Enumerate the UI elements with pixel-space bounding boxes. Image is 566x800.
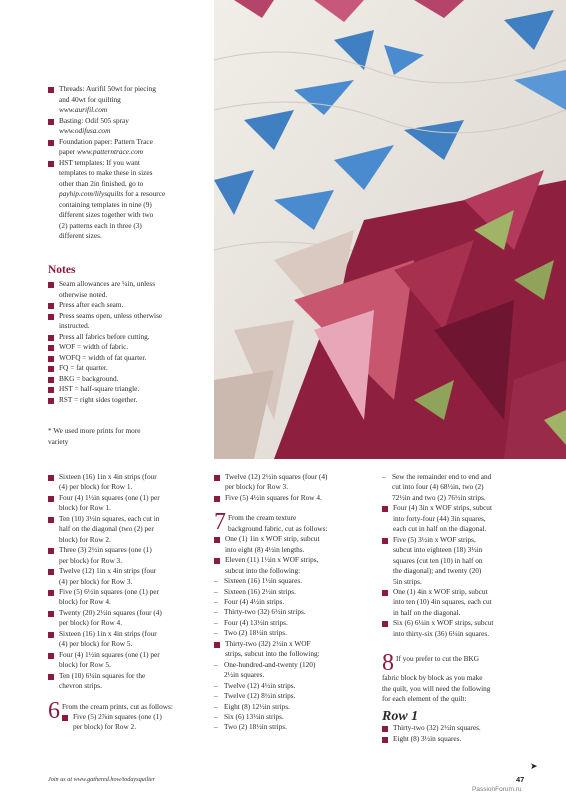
bullet-square-icon — [214, 475, 220, 481]
step-intro: From the cream texture — [228, 513, 297, 523]
list-text: per block) for Row 2. — [73, 722, 137, 732]
list-text: Press after each seam. — [59, 300, 124, 309]
list-text: Six (6) 6¼in x WOF strips, subcut — [393, 618, 494, 628]
list-text: in half on the diagonal. — [393, 607, 461, 617]
list-item — [214, 681, 370, 691]
list-item — [382, 734, 534, 744]
list-text: otherwise noted. — [59, 289, 108, 299]
link[interactable]: payhip.com/lilysquilts — [59, 189, 124, 198]
bullet-square-icon — [48, 303, 54, 309]
list-item — [48, 279, 206, 300]
bullet-square-icon — [214, 558, 220, 564]
bullet-square-icon — [48, 377, 54, 383]
list-text: (2) patterns each in three (3) — [59, 220, 142, 230]
list-text: into eight (8) 4½in lengths. — [225, 544, 305, 554]
bullet-square-icon — [48, 366, 54, 372]
link[interactable]: www.patterntrace.com — [77, 147, 143, 156]
dash-icon: – — [214, 722, 218, 732]
list-text: templates to make these in sizes — [59, 168, 153, 177]
list-text: different sizes. — [59, 231, 102, 240]
list-text: per block) for Row 3. — [59, 555, 123, 565]
list-item — [48, 137, 206, 158]
list-text: the diagonal); and twenty (20) — [393, 566, 482, 576]
bullet-square-icon — [48, 282, 54, 288]
list-item — [48, 493, 198, 514]
list-item — [48, 342, 206, 353]
dash-icon: – — [214, 617, 218, 627]
list-item — [214, 472, 370, 493]
list-text: chevron strips. — [59, 681, 102, 691]
list-text: half on the diagonal (two (2) per — [59, 524, 154, 534]
list-text: Twelve (12) 2½in squares (four (4) — [225, 472, 328, 481]
step-6 — [48, 697, 198, 733]
bullet-square-icon — [382, 726, 388, 732]
list-text: strips, subcut into the following: — [225, 649, 320, 659]
step-intro: If you prefer to cut the BKG — [396, 654, 480, 664]
list-text: Five (5) 2⅞in squares (one (1) — [73, 711, 162, 721]
list-text: WOF = width of fabric. — [59, 342, 129, 351]
list-item — [214, 576, 370, 586]
list-text: 72½in and two (2) 76½in strips. — [392, 492, 486, 502]
list-text: Twelve (12) 8½in strips. — [224, 691, 296, 701]
list-item — [214, 660, 370, 681]
list-item — [48, 384, 206, 395]
list-text: FQ = fat quarter. — [59, 363, 108, 372]
list-text: subcut into the following: — [225, 565, 301, 575]
dash-icon: – — [214, 628, 218, 638]
list-text: Sew the remainder end to end and — [392, 472, 492, 481]
bullet-square-icon — [48, 517, 54, 523]
notes-footnote — [48, 426, 206, 447]
bullet-square-icon — [382, 590, 388, 596]
list-item — [214, 628, 370, 638]
list-text: Foundation paper: Pattern Trace — [59, 136, 153, 146]
list-item — [382, 723, 534, 733]
list-text: Basting: Odif 505 spray — [59, 115, 129, 125]
list-text: block) for Row 2. — [59, 534, 111, 544]
list-text: into ten (10) 4in squares, each cut — [393, 597, 492, 607]
list-text: HST = half-square triangle. — [59, 384, 140, 393]
list-text: block) for Row 1. — [59, 503, 111, 513]
list-item — [382, 472, 534, 503]
list-item — [214, 607, 370, 617]
list-item — [214, 618, 370, 628]
dash-icon: – — [214, 701, 218, 711]
list-text: Two (2) 18½in strips. — [224, 722, 287, 732]
step-number: 6 — [48, 697, 60, 724]
list-item — [48, 84, 206, 116]
list-text: block) for Row 4. — [59, 597, 111, 607]
list-text: each cut in half on the diagonal. — [393, 524, 487, 534]
list-item — [48, 395, 206, 406]
step-number: 7 — [214, 509, 226, 536]
bullet-square-icon — [48, 314, 54, 320]
list-text: Four (4) 13½in strips. — [224, 617, 288, 627]
list-text: into thirty-six (36) 6¼in squares. — [393, 628, 490, 638]
list-text: One (1) 1in x WOF strip, subcut — [225, 534, 320, 544]
bullet-square-icon — [48, 387, 54, 393]
list-text: Four (4) 4½in strips. — [224, 596, 285, 606]
step-intro: fabric block by block as you make — [382, 673, 483, 683]
step-intro: background fabric, cut as follows: — [228, 523, 328, 533]
list-text: Twelve (12) 4½in strips. — [224, 680, 296, 690]
list-item — [48, 608, 198, 629]
list-text: Four (4) 1½in squares (one (1) per — [59, 492, 160, 502]
list-text: Four (4) 3in x WOF strips, subcut — [393, 503, 492, 513]
bullet-square-icon — [48, 398, 54, 404]
list-item — [214, 691, 370, 701]
step-intro: for each element of the quilt: — [382, 694, 467, 704]
list-item — [48, 353, 206, 364]
bullet-square-icon — [48, 569, 54, 575]
dash-icon: – — [214, 680, 218, 690]
list-text: into forty-four (44) 3in squares, — [393, 513, 486, 523]
list-item — [48, 311, 206, 332]
bullet-square-icon — [62, 715, 68, 721]
dash-icon: – — [214, 586, 218, 596]
list-item — [48, 671, 198, 692]
list-item — [48, 629, 198, 650]
bullet-square-icon — [214, 496, 220, 502]
list-text: Eight (8) 3½in squares. — [393, 733, 462, 743]
list-text: One (1) 4in x WOF strip, subcut — [393, 586, 488, 596]
list-item — [48, 363, 206, 374]
bullet-square-icon — [382, 538, 388, 544]
list-item — [48, 566, 198, 587]
step-8 — [382, 650, 534, 677]
bullet-square-icon — [48, 87, 54, 93]
list-text: Six (6) 13½in strips. — [224, 711, 284, 721]
list-text: containing templates in nine (9) — [59, 199, 152, 209]
bullet-square-icon — [48, 475, 54, 481]
list-text: Sixteen (16) 1½in squares. — [224, 576, 303, 586]
list-text: squares (cut ten (10) in half on — [393, 555, 483, 565]
list-item — [48, 300, 206, 311]
arrow-right-icon: ➤ — [530, 762, 538, 772]
list-text: (4) per block) for Row 3. — [59, 576, 133, 586]
link[interactable]: www.aurifil.com — [59, 105, 108, 114]
list-text: Press all fabrics before cutting. — [59, 331, 150, 341]
column-1 — [48, 472, 198, 733]
list-item — [214, 555, 370, 576]
step-7 — [214, 509, 370, 536]
list-item — [382, 535, 534, 587]
bullet-square-icon — [48, 140, 54, 146]
column-2 — [214, 472, 370, 733]
list-text: Press seams open, unless otherwise — [59, 310, 163, 320]
footnote-text: * We used more prints for more — [48, 426, 141, 435]
materials-list — [48, 84, 206, 242]
notes-heading: Notes — [48, 264, 76, 276]
watermark: PassionForum.ru — [472, 786, 522, 793]
list-item — [214, 493, 370, 503]
list-text: WOFQ = width of fat quarter. — [59, 352, 147, 362]
list-text: Four (4) 1½in squares (one (1) per — [59, 649, 160, 659]
bullet-square-icon — [214, 537, 220, 543]
list-item — [214, 722, 370, 732]
list-item — [48, 332, 206, 343]
list-item — [214, 712, 370, 722]
list-item — [48, 472, 198, 493]
bullet-square-icon — [48, 632, 54, 638]
dash-icon: – — [214, 607, 218, 617]
list-item — [62, 712, 173, 733]
list-text: Seam allowances are ¼in, unless — [59, 279, 156, 288]
dash-icon: – — [214, 596, 218, 606]
list-item — [214, 587, 370, 597]
bullet-square-icon — [48, 653, 54, 659]
list-text: (4) per block) for Row 5. — [59, 639, 133, 649]
page-number: 47 — [516, 775, 525, 784]
list-text: paper — [59, 147, 76, 156]
list-text: RST = right sides together. — [59, 394, 138, 404]
list-item — [382, 503, 534, 534]
list-text: per block) for Row 3. — [225, 482, 289, 492]
list-text: cut into four (4) 68½in, two (2) — [392, 482, 484, 492]
step-number: 8 — [382, 650, 394, 677]
dash-icon: – — [214, 691, 218, 701]
bullet-square-icon — [48, 335, 54, 341]
list-text: Thirty-two (32) 2½in x WOF — [225, 638, 311, 648]
list-text: instructed. — [59, 321, 90, 330]
list-text: Five (5) 4½in squares for Row 4. — [225, 492, 322, 502]
bullet-square-icon — [214, 642, 220, 648]
list-text: for a resource — [125, 189, 166, 198]
step-intro: From the cream prints, cut as follows: — [62, 701, 173, 711]
list-text: HST templates: If you want — [59, 157, 140, 167]
list-text: Sixteen (16) 1in x 4in strips (four — [59, 628, 157, 638]
list-text: and 40wt for quilting — [59, 94, 121, 104]
list-text: block) for Row 5. — [59, 660, 111, 670]
bullet-square-icon — [48, 674, 54, 680]
list-text: Three (3) 2½in squares (one (1) — [59, 545, 152, 555]
bullet-square-icon — [382, 737, 388, 743]
quilt-photo — [214, 0, 566, 459]
bullet-square-icon — [382, 621, 388, 627]
list-text: Five (5) 3½in x WOF strips, — [393, 534, 476, 544]
dash-icon: – — [214, 711, 218, 721]
bullet-square-icon — [48, 161, 54, 167]
list-item — [382, 618, 534, 639]
list-text: Five (5) 6½in squares (one (1) per — [59, 586, 159, 596]
list-text: Threads: Aurifil 50wt for piecing — [59, 84, 156, 93]
bullet-square-icon — [382, 506, 388, 512]
list-text: Ten (10) 6¼in squares for the — [59, 670, 146, 680]
list-text: per block) for Row 4. — [59, 618, 123, 628]
list-item — [48, 587, 198, 608]
footer-link[interactable]: Join us at www.gathered.how/todaysquilter — [48, 776, 156, 783]
step-intro: the quilt, you will need the following — [382, 683, 491, 693]
list-text: different sizes together with two — [59, 210, 154, 219]
list-text: BKG = background. — [59, 373, 119, 383]
bullet-square-icon — [48, 590, 54, 596]
bullet-square-icon — [48, 548, 54, 554]
list-item — [214, 534, 370, 555]
list-text: Two (2) 18½in strips. — [224, 628, 287, 638]
bullet-square-icon — [48, 611, 54, 617]
list-text: Sixteen (16) 2½in strips. — [224, 586, 296, 596]
list-item — [382, 587, 534, 618]
list-text: 5in strips. — [393, 576, 422, 586]
link[interactable]: www.odifusa.com — [59, 126, 111, 135]
list-item — [48, 374, 206, 385]
dash-icon: – — [214, 659, 218, 669]
list-item — [48, 116, 206, 137]
list-item — [48, 650, 198, 671]
list-item — [214, 597, 370, 607]
dash-icon: – — [382, 472, 386, 481]
list-item — [214, 639, 370, 660]
list-text: other than 2in finished, go to — [59, 178, 144, 188]
list-item — [48, 514, 198, 545]
bullet-square-icon — [48, 345, 54, 351]
list-text: Thirty-two (32) 2½in squares. — [393, 723, 481, 733]
list-text: Eight (8) 12½in strips. — [224, 701, 290, 711]
list-text: Eleven (11) 1½in x WOF strips, — [225, 555, 319, 565]
list-text: Thirty-two (32) 6½in strips. — [224, 607, 306, 617]
row-1-heading: Row 1 — [382, 708, 419, 724]
list-text: Twelve (12) 1in x 4in strips (four — [59, 566, 157, 576]
list-text: One-hundred-and-twenty (120) — [224, 659, 316, 669]
notes-list — [48, 279, 206, 405]
list-text: subcut into eighteen (18) 3½in — [393, 545, 483, 555]
bullet-square-icon — [48, 496, 54, 502]
list-text: Sixteen (16) 1in x 4in strips (four — [59, 472, 157, 481]
list-text: Ten (10) 3½in squares, each cut in — [59, 513, 160, 523]
list-item — [48, 158, 206, 242]
list-item — [48, 545, 198, 566]
footnote-text: variety — [48, 436, 69, 446]
list-text: 2½in squares. — [224, 670, 265, 680]
list-text: Twenty (20) 2½in squares (four (4) — [59, 607, 162, 617]
bullet-square-icon — [48, 119, 54, 125]
list-item — [214, 702, 370, 712]
list-text: (4) per block) for Row 1. — [59, 482, 133, 492]
bullet-square-icon — [48, 356, 54, 362]
column-3 — [382, 472, 534, 744]
dash-icon: – — [214, 576, 218, 586]
